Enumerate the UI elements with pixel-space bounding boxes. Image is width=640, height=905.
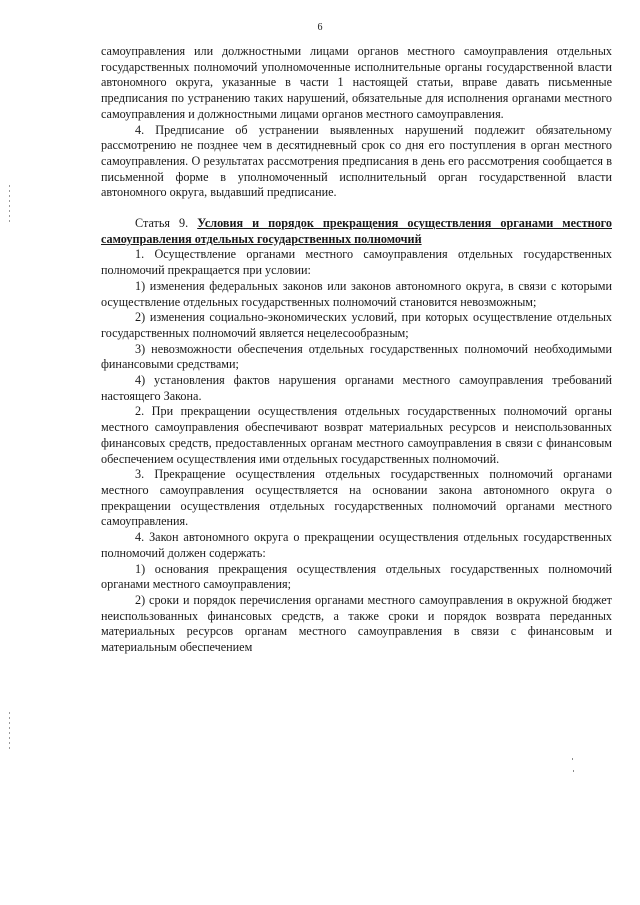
document-body <box>101 44 612 656</box>
article-paragraph: 1) изменения федеральных законов или законов автономного округа, в связи с которыми осуществление отдельных государственных полномочий становится невозможным; <box>101 278 612 309</box>
scan-speck <box>573 770 574 772</box>
article-paragraph: 4) установления фактов нарушения органами местного самоуправления требований настоящего Закона. <box>101 373 612 403</box>
article-paragraph: 1. Осуществление органами местного самоуправления отдельных государственных полномочий прекращается при условии: <box>101 247 612 278</box>
article-paragraph: 2. При прекращении осуществления отдельных государственных полномочий органы местного самоуправления обеспечивают возврат материальных ресурсов и неиспользованных финансовых средств, предоставленных органам местного самоуправления в связи с финансовым обеспечением осуществления ими отдельных государственных полномочий. <box>101 404 612 466</box>
scan-speck <box>572 758 573 760</box>
article-paragraph: 4. Закон автономного округа о прекращении осуществления отдельных государственных полномочий должен содержать: <box>101 530 612 560</box>
article-paragraph: 1) основания прекращения осуществления отдельных государственных полномочий органами местного самоуправления; <box>101 561 612 592</box>
paragraph-item-4: 4. Предписание об устранении выявленных нарушений подлежит обязательному рассмотрению не позднее чем в десятидневный срок со дня его поступления в орган местного самоуправления. О результатах рассмотрения предписания в день его рассмотрения сообщается в письменной форме в уполномоченный исполнительный орган государственной власти автономного округа, выдавший предписание. <box>101 122 612 200</box>
article-paragraph: 3. Прекращение осуществления отдельных государственных полномочий органами местного самоуправления осуществляется на основании закона автономного округа о прекращении осуществления отдельных государственных полномочий органами местного самоуправления. <box>101 467 612 529</box>
margin-scan-mark <box>9 185 10 225</box>
article-paragraph: 2) сроки и порядок перечисления органами местного самоуправления в окружной бюджет неиспользованных финансовых средств, а также сроки и порядок возврата переданных материальных ресурсов органам местного самоуправления в связи с финансовым и материальным обеспечением <box>101 592 612 655</box>
page-number: 6 <box>317 22 323 33</box>
margin-scan-mark <box>9 712 10 752</box>
article-paragraph: 3) невозможности обеспечения отдельных государственных полномочий необходимыми финансовыми средствами; <box>101 341 612 372</box>
article-paragraph: 2) изменения социально-экономических условий, при которых осуществление отдельных государственных полномочий является нецелесообразным; <box>101 310 612 340</box>
article-number: Статья 9. <box>135 216 189 231</box>
paragraph-continued: самоуправления или должностными лицами органов местного самоуправления отдельных государственных полномочий уполномоченные исполнительные органы государственной власти автономного округа, указанные в части 1 настоящей статьи, вправе давать письменные предписания по устранению таких нарушений, обязательные для исполнения органами местного самоуправления и должностными лицами органов местного самоуправления. <box>101 44 612 121</box>
paragraph-spacer <box>101 201 612 216</box>
article-title: Условия и порядок прекращения осуществления органами местного самоуправления отдельных государственных полномочий <box>101 216 612 246</box>
article-heading <box>101 216 612 247</box>
